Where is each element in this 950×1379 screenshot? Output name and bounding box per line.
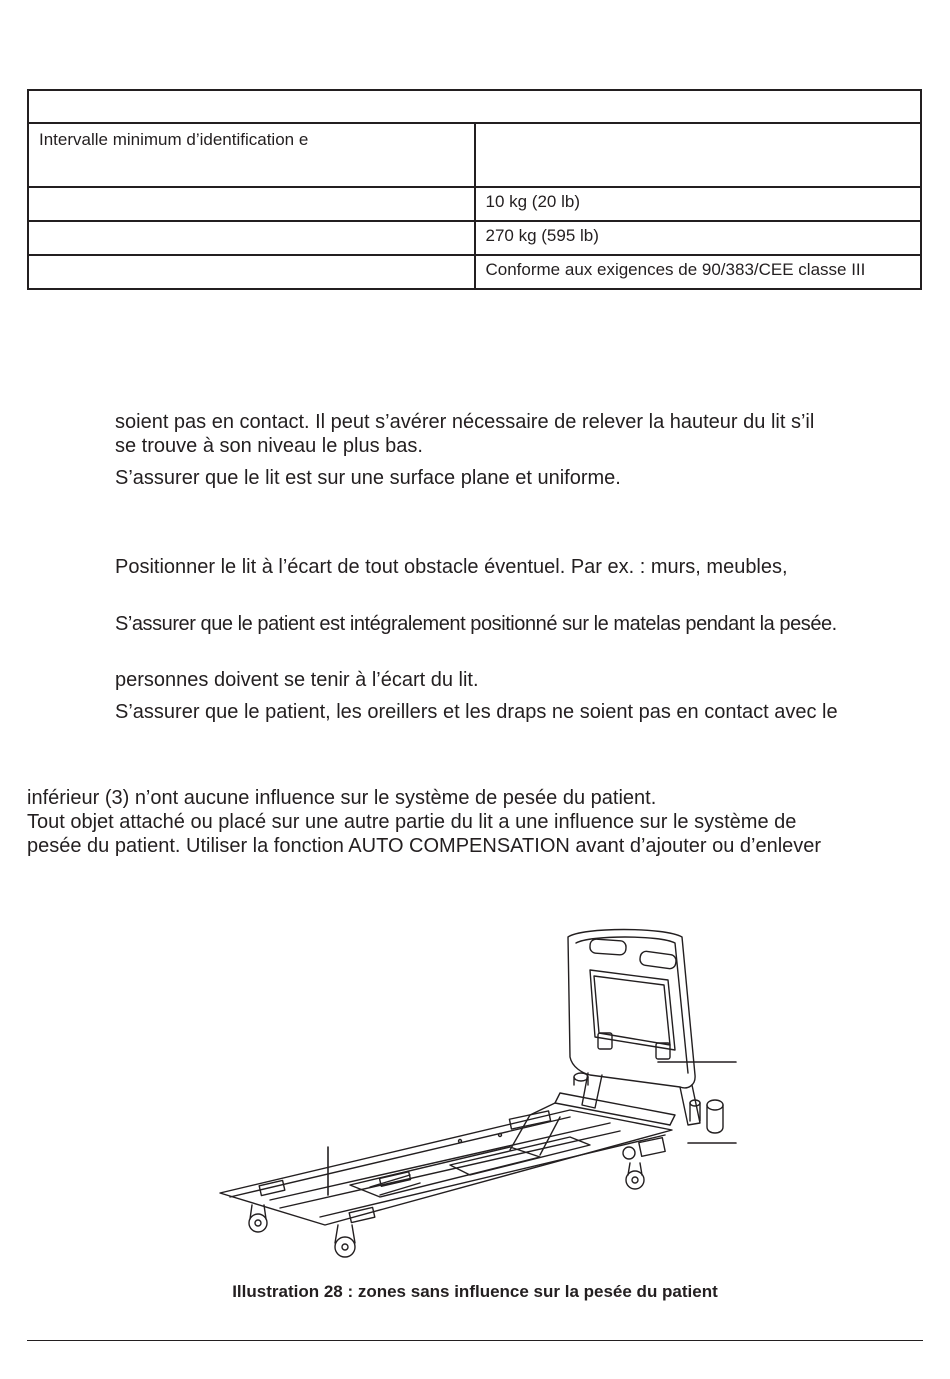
table-cell-label	[28, 187, 475, 221]
table-cell-value: Conforme aux exigences de 90/383/CEE classe III	[475, 255, 922, 289]
paragraph-obstacles: Positionner le lit à l’écart de tout obstacle éventuel. Par ex. : murs, meubles,	[115, 556, 788, 578]
footer-divider	[27, 1340, 923, 1341]
table-row	[28, 187, 921, 221]
specifications-table	[27, 89, 922, 290]
figure-caption: Illustration 28 : zones sans influence sur la pesée du patient	[232, 1282, 718, 1301]
table-cell-value	[475, 123, 922, 187]
paragraph-influence-line1: inférieur (3) n’ont aucune influence sur le système de pesée du patient.	[27, 787, 657, 809]
table-cell-label	[28, 221, 475, 255]
paragraph-contact-line2: se trouve à son niveau le plus bas.	[115, 435, 423, 457]
paragraph-flat-surface: S’assurer que le lit est sur une surface plane et uniforme.	[115, 467, 621, 489]
head-posts	[574, 1073, 723, 1133]
table-cell-label	[28, 255, 475, 289]
paragraph-persons-away: personnes doivent se tenir à l’écart du lit.	[115, 669, 479, 691]
table-cell-value: 10 kg (20 lb)	[475, 187, 922, 221]
table-cell-label: Intervalle minimum d’identification e	[28, 123, 475, 187]
paragraph-pillows-sheets: S’assurer que le patient, les oreillers et les draps ne soient pas en contact avec le	[115, 701, 838, 723]
table-header-row	[28, 90, 921, 123]
headboard	[568, 930, 695, 1088]
table-row	[28, 255, 921, 289]
table-row	[28, 123, 921, 187]
table-header-cell	[28, 90, 921, 123]
frame-rails	[220, 1093, 675, 1225]
table-cell-value: 270 kg (595 lb)	[475, 221, 922, 255]
paragraph-influence-line2: Tout objet attaché ou placé sur une autre partie du lit a une influence sur le système de	[27, 811, 797, 833]
paragraph-patient-position: S’assurer que le patient est intégralement positionné sur le matelas pendant la pesée.	[115, 613, 837, 635]
table-row	[28, 221, 921, 255]
bed-frame-illustration	[210, 925, 750, 1275]
paragraph-contact-line1: soient pas en contact. Il peut s’avérer nécessaire de relever la hauteur du lit s’il	[115, 411, 815, 433]
paragraph-influence-line3: pesée du patient. Utiliser la fonction AUTO COMPENSATION avant d’ajouter ou d’enlever	[27, 835, 822, 857]
